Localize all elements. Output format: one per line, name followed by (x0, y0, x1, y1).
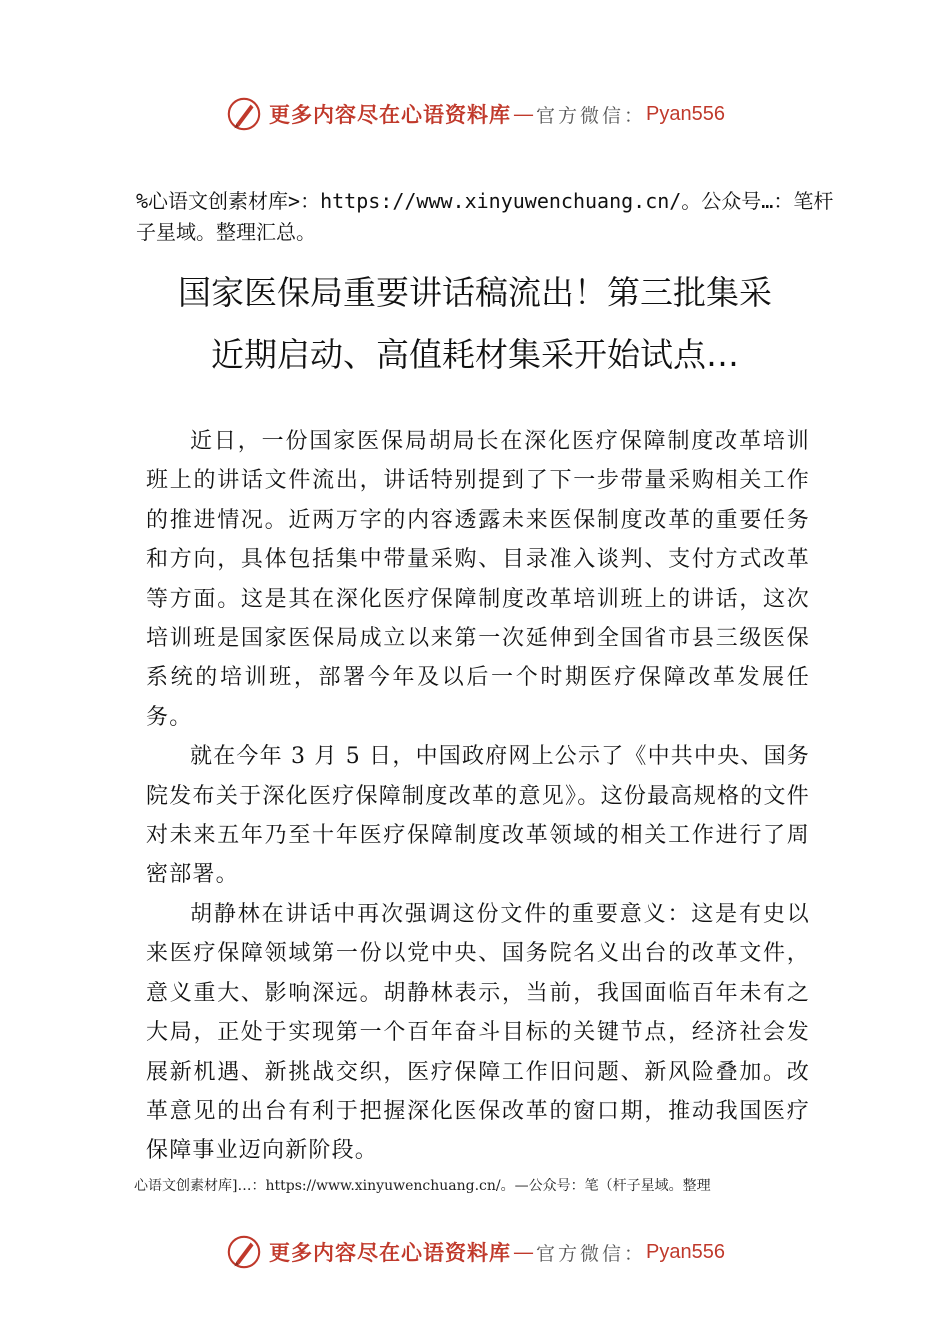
banner-separator: — (513, 102, 534, 126)
document-body (146, 422, 810, 1171)
header-banner (0, 92, 950, 136)
paragraph: 胡静林在讲话中再次强调这份文件的重要意义：这是有史以来医疗保障领域第一份以党中央、国务院名义出台的改革文件，意义重大、影响深远。胡静林表示，当前，我国面临百年未有之大局，正处于实现第一个百年奋斗目标的关键节点，经济社会发展新机遇、新挑战交织，医疗保障工作旧问题、新风险叠加。改革意见的出台有利于把握深化医保改革的窗口期，推动我国医疗保障事业迈向新阶段。 (146, 901, 810, 1164)
banner-wechat-label: 官方微信： (536, 1242, 647, 1265)
pen-logo-icon (225, 1233, 263, 1271)
pen-logo-icon (225, 95, 263, 133)
footer-source-note: 心语文创素材库]…：https://www.xinyuwenchuang.cn/。—公众号：笔（杆子星域。整理 (134, 1178, 711, 1194)
document-title (80, 262, 870, 386)
paragraph: 就在今年 3 月 5 日，中国政府网上公示了《中共中央、国务院发布关于深化医疗保障制度改革的意见》。这份最高规格的文件对未来五年乃至十年医疗保障制度改革领域的相关工作进行了周密部署。 (146, 744, 810, 888)
title-line-2: 近期启动、高值耗材集采开始试点… (211, 335, 739, 374)
footer-banner (0, 1230, 950, 1274)
banner-title: 更多内容尽在心语资料库 (269, 1240, 511, 1265)
source-note: %心语文创素材库>：https://www.xinyuwenchuang.cn/。公众号…：笔杆子星域。整理汇总。 (136, 189, 834, 244)
banner-separator: — (513, 1240, 534, 1264)
banner-title: 更多内容尽在心语资料库 (269, 102, 511, 127)
paragraph: 近日，一份国家医保局胡局长在深化医疗保障制度改革培训班上的讲话文件流出，讲话特别提到了下一步带量采购相关工作的推进情况。近两万字的内容透露未来医保制度改革的重要任务和方向，具体包括集中带量采购、目录准入谈判、支付方式改革等方面。这是其在深化医疗保障制度改革培训班上的讲话，这次培训班是国家医保局成立以来第一次延伸到全国省市县三级医保系统的培训班，部署今年及以后一个时期医疗保障改革发展任务。 (146, 429, 810, 730)
banner-wechat-id: Pyan556 (646, 102, 725, 125)
banner-wechat-label: 官方微信： (536, 104, 647, 127)
title-line-1: 国家医保局重要讲话稿流出！第三批集采 (178, 273, 772, 312)
banner-wechat-id: Pyan556 (646, 1240, 725, 1263)
